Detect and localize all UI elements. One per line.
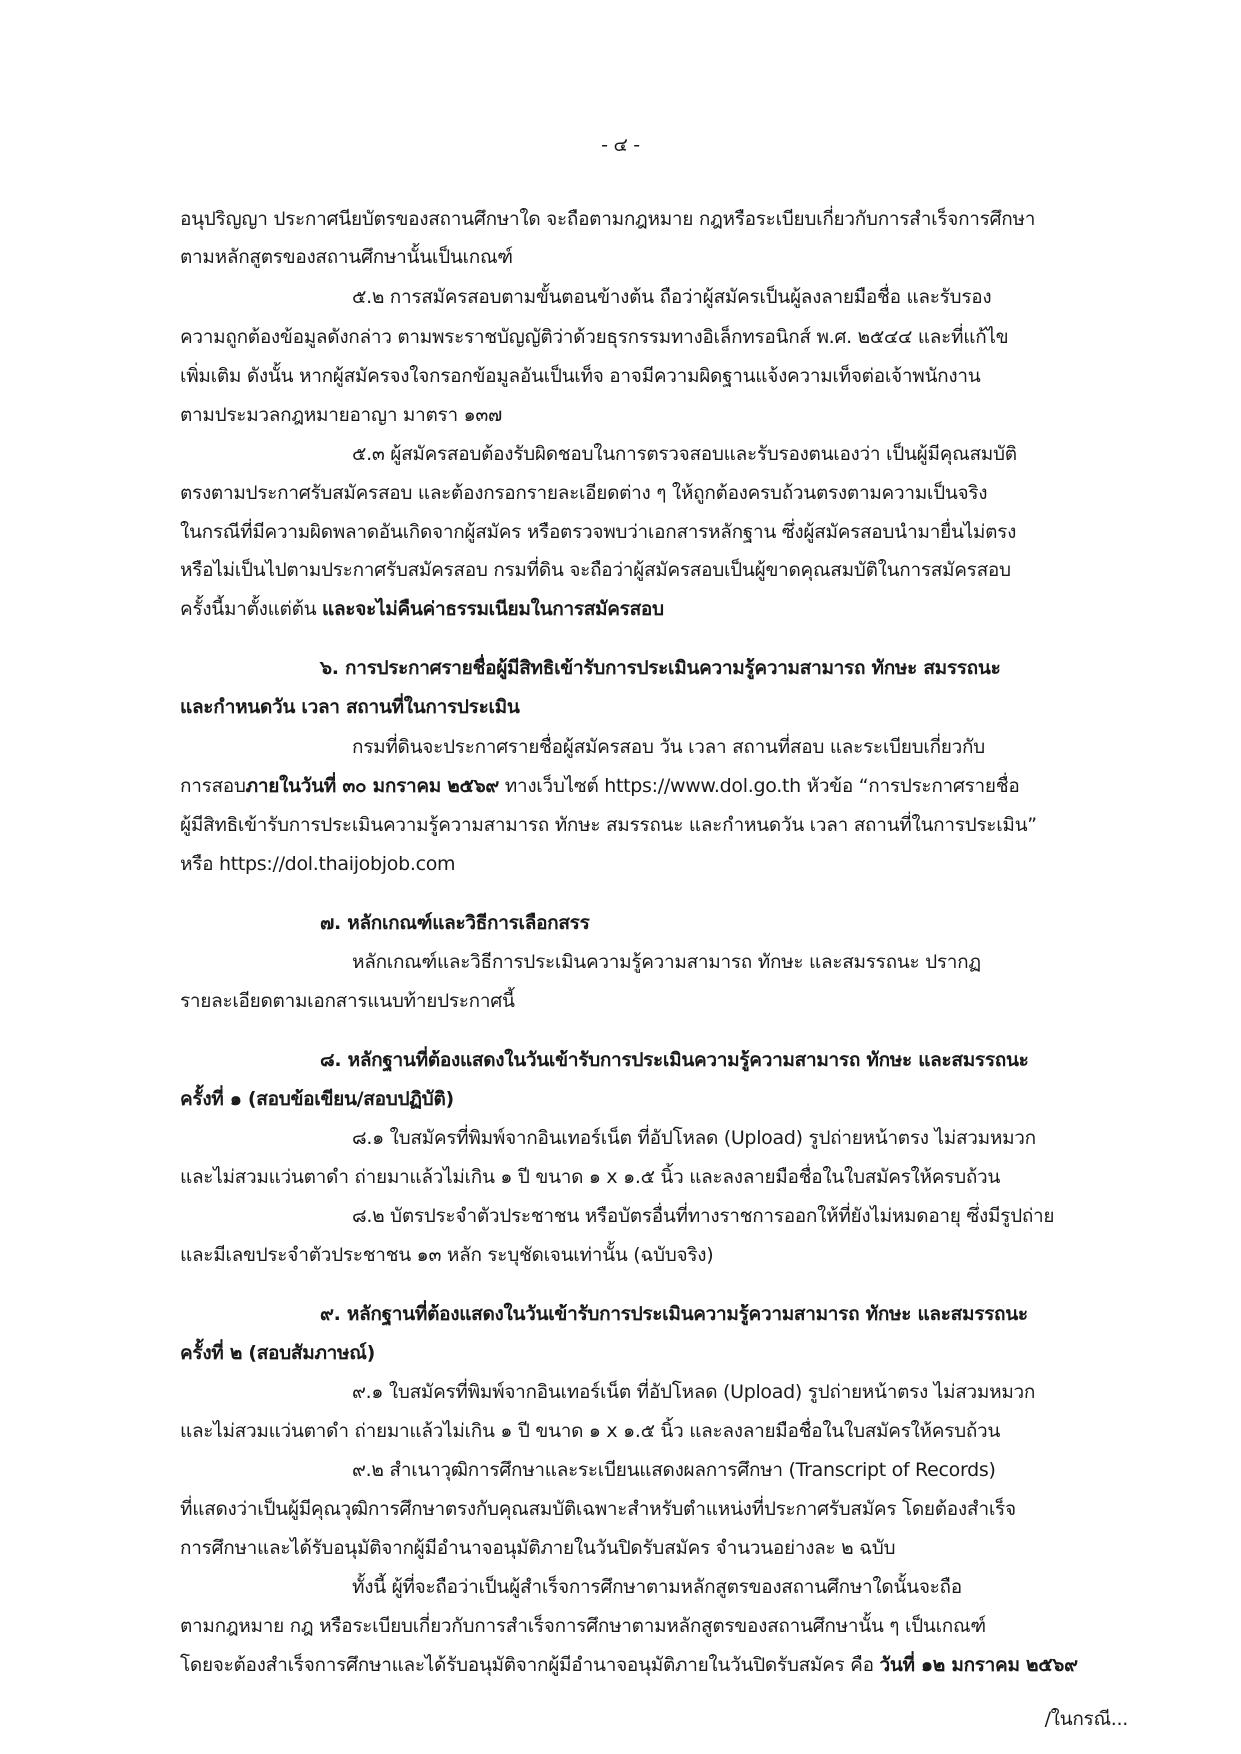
paragraph-line: ความถูกต้องข้อมูลดังกล่าว ตามพระราชบัญญัติว่าด้วยธุรกรรมทางอิเล็กทรอนิกส์ พ.ศ. ๒๕๔๔ และที่แก้ไข bbox=[180, 326, 1009, 348]
paragraph-line bbox=[180, 773, 1019, 799]
section-9-heading-cont: ครั้งที่ ๒ (สอบสัมภาษณ์) bbox=[180, 1342, 375, 1364]
line-text: โดยจะต้องสำเร็จการศึกษาและได้รับอนุมัติจากผู้มีอำนาจอนุมัติภายในวันปิดรับสมัคร คือ bbox=[180, 1654, 880, 1676]
bold-text: วันที่ ๑๒ มกราคม ๒๕๖๙ bbox=[879, 1654, 1078, 1676]
paragraph-line bbox=[180, 1652, 1078, 1678]
section-9-heading: ๙. หลักฐานที่ต้องแสดงในวันเข้ารับการประเมินความรู้ความสามารถ ทักษะ และสมรรถนะ bbox=[320, 1303, 1028, 1325]
paragraph-line: ตรงตามประกาศรับสมัครสอบ และต้องกรอกรายละเอียดต่าง ๆ ให้ถูกต้องครบถ้วนตรงตามความเป็นจริง bbox=[180, 482, 988, 504]
paragraph-line: ๘.๒ บัตรประจำตัวประชาชน หรือบัตรอื่นที่ทางราชการออกให้ที่ยังไม่หมดอายุ ซึ่งมีรูปถ่าย bbox=[352, 1205, 1055, 1227]
section-8-heading: ๘. หลักฐานที่ต้องแสดงในวันเข้ารับการประเมินความรู้ความสามารถ ทักษะ และสมรรถนะ bbox=[320, 1049, 1029, 1071]
paragraph-line bbox=[180, 596, 664, 622]
section-6-heading-cont: และกำหนดวัน เวลา สถานที่ในการประเมิน bbox=[180, 696, 520, 718]
paragraph-line: ๙.๒ สำเนาวุฒิการศึกษาและระเบียนแสดงผลการศึกษา (Transcript of Records) bbox=[352, 1459, 996, 1481]
paragraph-line: และไม่สวมแว่นตาดำ ถ่ายมาแล้วไม่เกิน ๑ ปี ขนาด ๑ x ๑.๕ นิ้ว และลงลายมือชื่อในใบสมัครให้ครบถ้วน bbox=[180, 1166, 1001, 1188]
paragraph-line: ๕.๓ ผู้สมัครสอบต้องรับผิดชอบในการตรวจสอบและรับรองตนเองว่า เป็นผู้มีคุณสมบัติ bbox=[352, 443, 1017, 465]
paragraph-line: ๕.๒ การสมัครสอบตามขั้นตอนข้างต้น ถือว่าผู้สมัครเป็นผู้ลงลายมือชื่อ และรับรอง bbox=[352, 286, 992, 308]
paragraph-line: เพิ่มเติม ดังนั้น หากผู้สมัครจงใจกรอกข้อมูลอันเป็นเท็จ อาจมีความผิดฐานแจ้งความเท็จต่อเจ้าพนักงาน bbox=[180, 365, 981, 387]
section-8-heading-cont: ครั้งที่ ๑ (สอบข้อเขียน/สอบปฏิบัติ) bbox=[180, 1088, 454, 1110]
section-7-heading: ๗. หลักเกณฑ์และวิธีการเลือกสรร bbox=[320, 912, 590, 934]
paragraph-line: และมีเลขประจำตัวประชาชน ๑๓ หลัก ระบุชัดเจนเท่านั้น (ฉบับจริง) bbox=[180, 1244, 714, 1266]
paragraph-line: กรมที่ดินจะประกาศรายชื่อผู้สมัครสอบ วัน เวลา สถานที่สอบ และระเบียบเกี่ยวกับ bbox=[352, 736, 985, 758]
paragraph-line: ๘.๑ ใบสมัครที่พิมพ์จากอินเทอร์เน็ต ที่อัปโหลด (Upload) รูปถ่ายหน้าตรง ไม่สวมหมวก bbox=[352, 1127, 1036, 1149]
line-text: ทางเว็บไซต์ https://www.dol.go.th หัวข้อ “การประกาศรายชื่อ bbox=[498, 775, 1020, 797]
paragraph-line: หลักเกณฑ์และวิธีการประเมินความรู้ความสามารถ ทักษะ และสมรรถนะ ปรากฏ bbox=[352, 951, 981, 973]
line-text: การสอบ bbox=[180, 775, 246, 797]
paragraph-line: หรือ https://dol.thaijobjob.com bbox=[180, 853, 456, 875]
paragraph-line: การศึกษาและได้รับอนุมัติจากผู้มีอำนาจอนุมัติภายในวันปิดรับสมัคร จำนวนอย่างละ ๒ ฉบับ bbox=[180, 1537, 896, 1559]
paragraph-line: อนุปริญญา ประกาศนียบัตรของสถานศึกษาใด จะถือตามกฎหมาย กฎหรือระเบียบเกี่ยวกับการสำเร็จการศึกษา bbox=[180, 208, 1036, 230]
line-text: ครั้งนี้มาตั้งแต่ต้น bbox=[180, 598, 323, 620]
paragraph-line: ตามกฎหมาย กฎ หรือระเบียบเกี่ยวกับการสำเร็จการศึกษาตามหลักสูตรของสถานศึกษานั้น ๆ เป็นเกณฑ์ bbox=[180, 1615, 986, 1637]
paragraph-line: ผู้มีสิทธิเข้ารับการประเมินความรู้ความสามารถ ทักษะ สมรรถนะ และกำหนดวัน เวลา สถานที่ในการประเมิน” bbox=[180, 814, 1037, 836]
section-6-heading: ๖. การประกาศรายชื่อผู้มีสิทธิเข้ารับการประเมินความรู้ความสามารถ ทักษะ สมรรถนะ bbox=[320, 657, 1001, 679]
paragraph-line: ที่แสดงว่าเป็นผู้มีคุณวุฒิการศึกษาตรงกับคุณสมบัติเฉพาะสำหรับตำแหน่งที่ประกาศรับสมัคร โดยต้องสำเร็จ bbox=[180, 1498, 1016, 1520]
paragraph-line: ทั้งนี้ ผู้ที่จะถือว่าเป็นผู้สำเร็จการศึกษาตามหลักสูตรของสถานศึกษาใดนั้นจะถือ bbox=[352, 1576, 962, 1598]
bold-text: ภายในวันที่ ๓๐ มกราคม ๒๕๖๙ bbox=[245, 775, 499, 797]
paragraph-line: ตามประมวลกฎหมายอาญา มาตรา ๑๓๗ bbox=[180, 404, 503, 426]
paragraph-line: ๙.๑ ใบสมัครที่พิมพ์จากอินเทอร์เน็ต ที่อัปโหลด (Upload) รูปถ่ายหน้าตรง ไม่สวมหมวก bbox=[352, 1381, 1036, 1403]
paragraph-line: ในกรณีที่มีความผิดพลาดอันเกิดจากผู้สมัคร หรือตรวจพบว่าเอกสารหลักฐาน ซึ่งผู้สมัครสอบนำมายื่นไม่ตรง bbox=[180, 521, 1017, 543]
paragraph-line: ตามหลักสูตรของสถานศึกษานั้นเป็นเกณฑ์ bbox=[180, 246, 513, 268]
continuation-footer: /ในกรณี... bbox=[1044, 1708, 1128, 1730]
paragraph-line: รายละเอียดตามเอกสารแนบท้ายประกาศนี้ bbox=[180, 990, 515, 1012]
bold-text: และจะไม่คืนค่าธรรมเนียมในการสมัครสอบ bbox=[322, 598, 664, 620]
paragraph-line: และไม่สวมแว่นตาดำ ถ่ายมาแล้วไม่เกิน ๑ ปี ขนาด ๑ x ๑.๕ นิ้ว และลงลายมือชื่อในใบสมัครให้ครบถ้วน bbox=[180, 1420, 1001, 1442]
page-number: - ๔ - bbox=[601, 134, 640, 156]
paragraph-line: หรือไม่เป็นไปตามประกาศรับสมัครสอบ กรมที่ดิน จะถือว่าผู้สมัครสอบเป็นผู้ขาดคุณสมบัติในการสมัครสอบ bbox=[180, 559, 1011, 581]
